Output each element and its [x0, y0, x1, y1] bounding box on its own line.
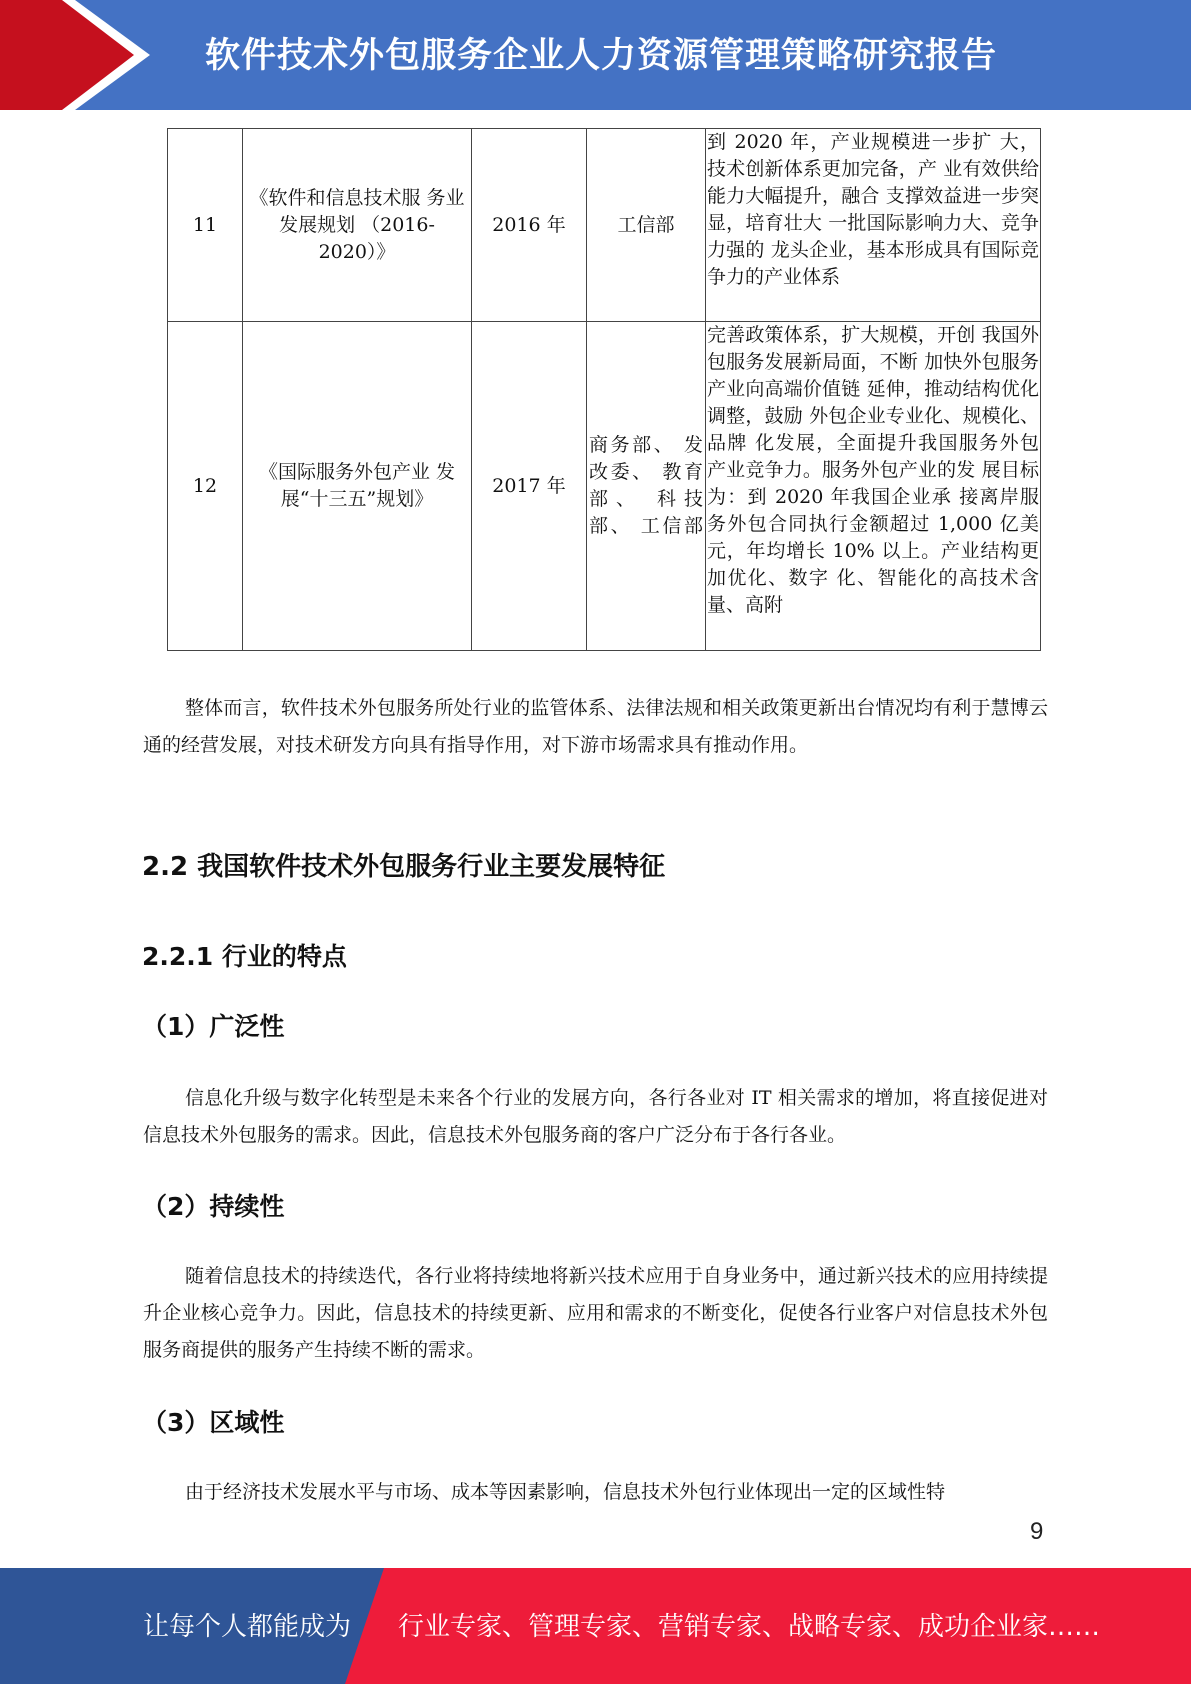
- feature-heading-breadth: （1）广泛性: [142, 1012, 285, 1041]
- policy-description: 到 2020 年，产业规模进一步扩 大，技术创新体系更加完备，产 业有效供给能力大幅提升，融合 支撑效益进一步突显，培育壮大 一批国际影响力大、竞争力强的 龙头企业，基本形成具有国际竞 争力的产业体系: [706, 129, 1041, 322]
- breadth-paragraph: 信息化升级与数字化转型是未来各个行业的发展方向，各行各业对 IT 相关需求的增加，将直接促进对信息技术外包服务的需求。因此，信息技术外包服务商的客户广泛分布于各行各业。: [143, 1087, 1048, 1146]
- policy-table: [167, 128, 1041, 651]
- red-chevron-decoration: [0, 0, 150, 110]
- policy-year: 2016 年: [472, 129, 587, 322]
- table-row: [168, 322, 1041, 651]
- policy-description: 完善政策体系，扩大规模，开创 我国外包服务发展新局面，不断 加快外包服务产业向高端价值链 延伸，推动结构优化调整，鼓励 外包企业专业化、规模化、品牌 化发展，全面提升我国服务外包 产业竞争力。服务外包产业的发 展目标为：到 2020 年我国企业承 接离岸服务外包合同执行金额超过 1,000 亿美元，年均增长 10% 以上。产业结构更加优化、数字 化、智能化的高技术含量、高附: [706, 322, 1041, 651]
- policy-name: 《国际服务外包产业 发展“十三五”规划》: [243, 322, 472, 651]
- page-number: 9: [1030, 1518, 1044, 1545]
- feature-heading-continuity: （2）持续性: [142, 1192, 285, 1221]
- row-number: 11: [168, 129, 243, 322]
- footer-slogan-right: 行业专家、管理专家、营销专家、战略专家、成功企业家……: [398, 1612, 1101, 1642]
- continuity-paragraph: 随着信息技术的持续迭代，各行业将持续地将新兴技术应用于自身业务中，通过新兴技术的应用持续提升企业核心竞争力。因此，信息技术的持续更新、应用和需求的不断变化，促使各行业客户对信息技术外包服务商提供的服务产生持续不断的需求。: [143, 1265, 1048, 1361]
- section-heading: 2.2 我国软件技术外包服务行业主要发展特征: [142, 852, 666, 882]
- subsection-heading: 2.2.1 行业的特点: [142, 942, 347, 971]
- feature-heading-regional: （3）区域性: [142, 1408, 285, 1437]
- header-banner: [0, 0, 1191, 110]
- policy-department: 工信部: [587, 129, 706, 322]
- regional-paragraph: 由于经济技术发展水平与市场、成本等因素影响，信息技术外包行业体现出一定的区域性特: [185, 1481, 946, 1503]
- policy-year: 2017 年: [472, 322, 587, 651]
- policy-name: 《软件和信息技术服 务业发展规划 （2016-2020）》: [243, 129, 472, 322]
- table-row: [168, 129, 1041, 322]
- row-number: 12: [168, 322, 243, 651]
- footer-slogan-left: 让每个人都能成为: [143, 1612, 352, 1642]
- summary-paragraph: 整体而言，软件技术外包服务所处行业的监管体系、法律法规和相关政策更新出台情况均有利于慧博云通的经营发展，对技术研发方向具有指导作用，对下游市场需求具有推动作用。: [143, 697, 1048, 756]
- policy-department: 商务部、 发改委、 教育部、 科技部、 工信部: [587, 322, 706, 651]
- report-title: 软件技术外包服务企业人力资源管理策略研究报告: [205, 36, 998, 76]
- footer-banner: [0, 1568, 1191, 1684]
